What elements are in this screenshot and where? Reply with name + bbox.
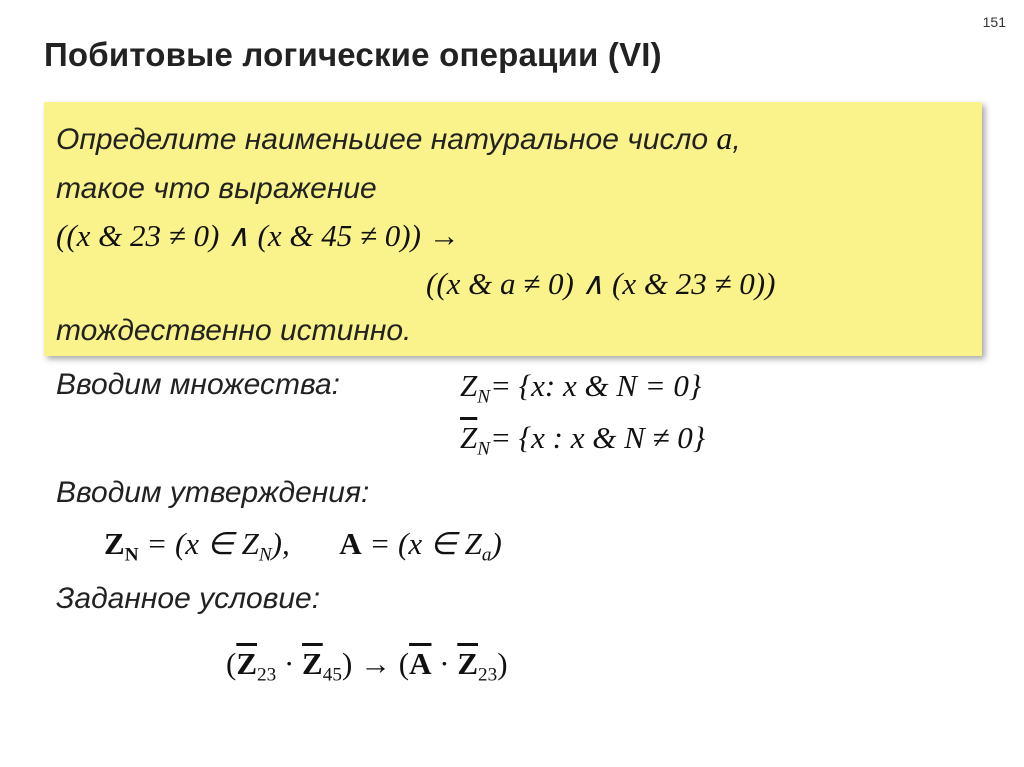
task-box	[44, 102, 982, 356]
task-line-2: такое что выражение	[56, 172, 377, 205]
set-def-2	[460, 420, 706, 460]
statements-formula	[104, 526, 502, 566]
cond-dot-2: ·	[431, 646, 458, 681]
task-var-a: a	[716, 120, 733, 156]
set-def-1-body: = {x: x & N = 0}	[490, 368, 702, 403]
set-z-bar: $\overline{Z}$	[460, 420, 478, 455]
cond-sub-45: 45	[322, 664, 342, 686]
stmt-a-def: = (x ∈ Z	[361, 526, 482, 561]
task-line-last: тождественно истинно.	[56, 314, 412, 347]
stmt-zn: Z	[104, 526, 125, 561]
cond-open-1: (	[226, 646, 237, 681]
task-line-1-text: Определите наименьшее натуральное число	[56, 123, 717, 156]
task-expression-1: ((x & 23 ≠ 0) ∧ (x & 45 ≠ 0)) →	[56, 218, 460, 253]
task-expression-2: ((x & a ≠ 0) ∧ (x & 23 ≠ 0))	[426, 266, 776, 301]
task-line-1-end: ,	[732, 123, 741, 156]
set-z-bar-sub: N	[477, 438, 491, 460]
stmt-zn-def-sub: N	[258, 544, 272, 566]
stmt-zn-def: = (x ∈ Z	[138, 526, 259, 561]
stmt-zn-def-end: ),	[271, 526, 290, 561]
page-number: 151	[982, 14, 1006, 30]
cond-close: )	[497, 646, 508, 681]
stmt-a-def-sub: a	[481, 544, 492, 566]
cond-z23-2: $\overline{Z}$	[457, 646, 478, 681]
set-def-2-body: = {x : x & N ≠ 0}	[490, 420, 706, 455]
condition-label: Заданное условие:	[56, 582, 321, 615]
cond-sub-23-2: 23	[478, 664, 498, 686]
cond-a: $\overline{A}$	[409, 646, 432, 681]
cond-z23: $\overline{Z}$	[236, 646, 258, 681]
cond-arrow: ) → (	[341, 646, 410, 681]
cond-dot-1: ·	[276, 646, 303, 681]
stmt-a-def-end: )	[491, 526, 502, 561]
stmt-zn-sub: N	[124, 544, 139, 566]
cond-sub-23: 23	[257, 664, 277, 686]
sets-label: Вводим множества:	[56, 368, 340, 401]
statements-label: Вводим утверждения:	[56, 476, 370, 509]
condition-formula	[226, 646, 508, 686]
cond-z45: $\overline{Z}$	[302, 646, 323, 681]
task-line-1	[56, 120, 741, 157]
set-z: Z	[460, 368, 478, 403]
slide-title: Побитовые логические операции (VI)	[44, 36, 662, 73]
set-z-sub: N	[477, 386, 491, 408]
set-def-1	[460, 368, 702, 408]
stmt-a: A	[339, 526, 362, 561]
